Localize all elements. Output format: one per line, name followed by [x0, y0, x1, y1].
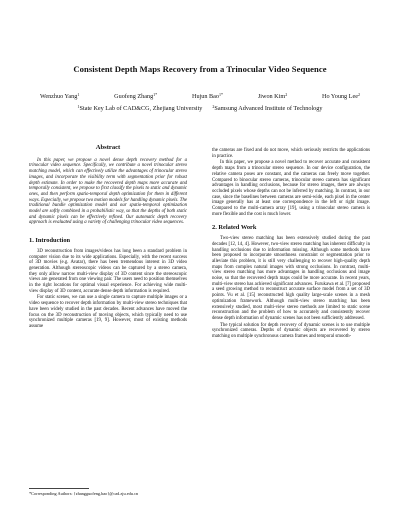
body-paragraph: Two-view stereo matching has been extensively studied during the past decades [12, 14, 4]. However, two-view stereo matching has inherent difficulty in handling occlusions due to information missing. Although some methods have been proposed to incorporate smoothness constraint or segmentation prior to alleviate this problem, it is still very challenging to recover high-quality depth maps from complex natural images with strong occlusions. In contrast, multi-view stereo matching has more advantages in handling occlusions and image noise, so that the recovered depth maps could be more accurate. In recent years, multi-view stereo has achieved significant advances. Furukawa et al. [7] proposed a seed growing method to reconstruct accurate surface model from a set of 3D points. Vu et al. [15] reconstructed high quality large-scale scenes in a mesh optimization framework. Although multi-view stereo matching has been extensively studied, most multi-view stereo methods are limited to static scene reconstruction and the problem of how to accurately and consistently recover dense depth information of dynamic scenes has not been sufficiently addressed. [212, 236, 370, 321]
body-paragraph: For static scenes, we can use a single camera to capture multiple images or a video sequence to recover depth information by multi-view stereo techniques that have been widely studied in the past decades. Recent advances have moved the focus on the 3D reconstruction of moving objects, which typically need to use synchronized multiple cameras [19, 9]. However, most of existing methods assume [29, 295, 187, 329]
affiliation: $^1$State Key Lab of CAD&CG, Zhejiang University [77, 104, 203, 112]
affiliation-list [40, 104, 360, 112]
abstract-paragraph: In this paper, we propose a novel dense depth recovery method for a trinocular video sequence. Specifically, we contribute a novel trinocular stereo matching model, which can effectively utilize the advantages of trinocular stereo images, and incorporate the visibility term with segmentation prior for robust depth estimate. In order to make the recovered depth maps more accurate and temporally consistent, we propose to first classify the pixels to static and dynamic ones, and then perform spatio-temporal depth optimization for them in different ways. Especially, we propose two motion models for handling dynamic pixels. The traditional bundle optimization model and our spatio-temporal optimization model are softly combined in a probabilistic way, so that the depths of both static and dynamic pixels can be effectively refined. Our automatic depth recovery approach is evaluated using a variety of challenging trinocular video sequences. [29, 157, 187, 226]
section-heading-introduction: 1. Introduction [29, 237, 71, 245]
footnote-rule [29, 488, 89, 489]
body-paragraph: the cameras are fixed and do not move, which seriously restricts the applications in practice. [212, 148, 370, 159]
body-paragraph: 3D reconstruction from images/videos has long been a standard problem in computer vision due to its wide applications. Especially, with the recent success of 3D movies (e.g. Avatar), there has been tremendous interest in 3D video generation. Although stereoscopic videos can be captured by a stereo camera, they only allow narrow multi-view display of 3D content since the stereoscopic views are generated from one viewing pair. The users need to position themselves in the right locations for optimal visual experience. For achieving wide multi-view display of 3D content, accurate dense depth information is required. [29, 248, 187, 294]
author: Guofeng Zhang$^{1*}$ [114, 92, 158, 100]
author: Jiwon Kim$^2$ [257, 92, 288, 100]
abstract-body [29, 158, 187, 226]
author: Ho Young Lee$^2$ [322, 92, 360, 100]
body-paragraph: The typical solution for depth recovery of dynamic scenes is to use multiple synchronized cameras. Depths of dynamic objects are recovered by stereo matching on multiple synchronous camera frames and temporal smooth- [212, 322, 370, 340]
right-column [212, 148, 370, 341]
author-list [40, 92, 360, 100]
abstract-heading: Abstract [95, 144, 121, 151]
body-paragraph: In this paper, we propose a novel method to recover accurate and consistent depth maps from a trinocular stereo sequence. In our device configuration, the relative camera poses are constant, and the cameras can freely move together. Compared to binocular stereo cameras, trinocular stereo camera has significant advantages in handling occlusions, because for stereo images, there are always occluded pixels whose depths can not be inferred by matching. In contrast, in our case, since the baselines between cameras are semi-wide, each pixel in the center image generally has at least one correspondence in the left or right image. Compared to the multi-camera array [19], using a trinocular stereo camera is more flexible and the cost is much lower. [212, 160, 370, 217]
paper-title: Consistent Depth Maps Recovery from a Trinocular Video Sequence [73, 64, 327, 74]
author: Wenzhuo Yang$^1$ [40, 92, 80, 100]
affiliation: $^2$Samsung Advanced Institute of Technology [212, 104, 323, 112]
left-column [29, 145, 187, 331]
author: Hujun Bao$^{1*}$ [192, 92, 223, 100]
section-heading-related-work: 2. Related Work [212, 224, 257, 232]
footnote: *Corresponding Authors: {zhangguofeng,bao}@cad.zju.edu.cn [29, 491, 139, 496]
